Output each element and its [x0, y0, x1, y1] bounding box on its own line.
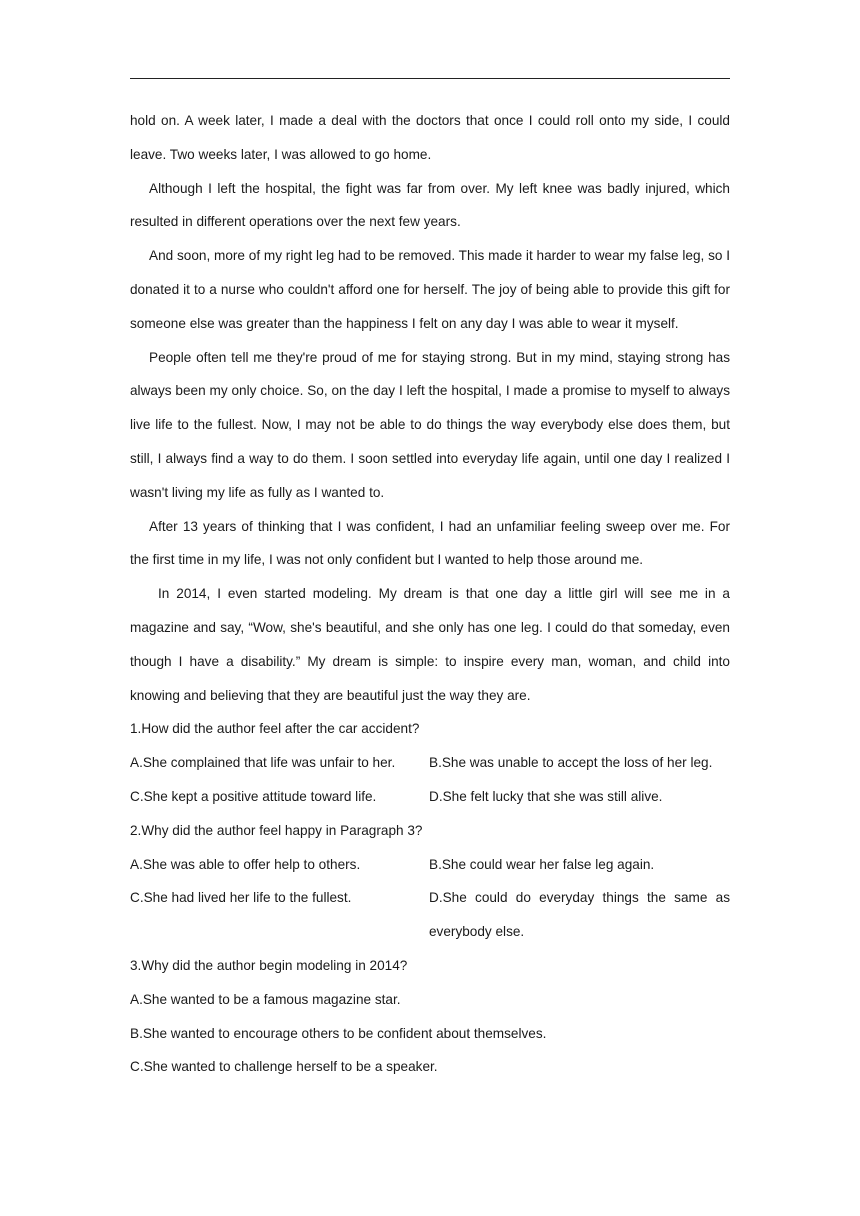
option-b: B.She wanted to encourage others to be confident about themselves. [130, 1025, 547, 1041]
question-1-stem: 1.How did the author feel after the car accident? [130, 721, 420, 737]
passage-paragraph-continued: hold on. A week later, I made a deal with the doctors that once I could roll onto my side, I could leave. Two weeks later, I was allowed to go home. [130, 113, 730, 162]
option-a: A.She was able to offer help to others. [130, 856, 361, 872]
option-b: B.She was unable to accept the loss of her leg. [429, 755, 713, 771]
header-rule [130, 78, 730, 79]
question-1-options-row-1 [130, 746, 730, 780]
option-c: C.She wanted to challenge herself to be a speaker. [130, 1059, 438, 1075]
passage-paragraph: In 2014, I even started modeling. My dream is that one day a little girl will see me in a magazine and say, “Wow, she's beautiful, and she only has one leg. I could do that someday, even though I have a disability.” My dream is simple: to inspire every man, woman, and child into knowing and believing that they are beautiful just the way they are. [130, 586, 730, 703]
option-c: C.She had lived her life to the fullest. [130, 890, 352, 906]
option-d: D.She could do everyday things the same as everybody else. [429, 890, 730, 940]
question-2-options-row-2 [130, 881, 730, 949]
passage-paragraph: Although I left the hospital, the fight was far from over. My left knee was badly injured, which resulted in different operations over the next few years. [130, 180, 730, 230]
passage-paragraph: After 13 years of thinking that I was confident, I had an unfamiliar feeling sweep over me. For the first time in my life, I was not only confident but I wanted to help those around me. [130, 518, 730, 568]
question-3-stem: 3.Why did the author begin modeling in 2014? [130, 957, 408, 973]
option-a: A.She complained that life was unfair to her. [130, 755, 396, 771]
option-d: D.She felt lucky that she was still alive. [429, 788, 663, 804]
option-a: A.She wanted to be a famous magazine star. [130, 991, 401, 1007]
passage-paragraph: And soon, more of my right leg had to be removed. This made it harder to wear my false leg, so I donated it to a nurse who couldn't afford one for herself. The joy of being able to provide this gift for someone else was greater than the happiness I felt on any day I was able to wear it myself. [130, 248, 730, 331]
option-c: C.She kept a positive attitude toward life. [130, 788, 377, 804]
option-b: B.She could wear her false leg again. [429, 856, 655, 872]
question-2-stem: 2.Why did the author feel happy in Paragraph 3? [130, 822, 423, 838]
passage-paragraph: People often tell me they're proud of me for staying strong. But in my mind, staying strong has always been my only choice. So, on the day I left the hospital, I made a promise to myself to always live life to the fullest. Now, I may not be able to do things the way everybody else does them, but still, I always find a way to do them. I soon settled into everyday life again, until one day I realized I wasn't living my life as fully as I wanted to. [130, 349, 730, 500]
question-1-options-row-2 [130, 780, 730, 814]
question-2-options-row-1 [130, 848, 730, 882]
page-content [130, 104, 730, 1084]
